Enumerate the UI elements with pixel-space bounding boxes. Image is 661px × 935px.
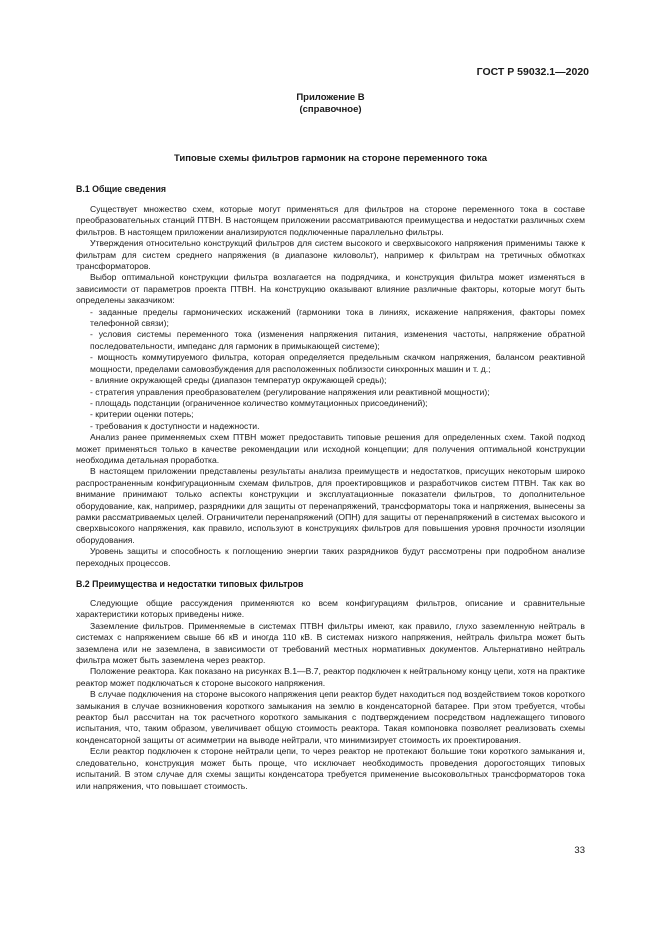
factor-item: - заданные пределы гармонических искажений (гармоники тока в линиях, искажение напряжения, факторы помех телефонной связи); (90, 306, 585, 329)
annex-kind: (справочное) (299, 104, 362, 115)
factor-item: - площадь подстанции (ограниченное количество коммутационных присоединений); (90, 397, 428, 408)
factor-item: - условия системы переменного тока (изменения напряжения питания, изменения частоты, напряжение обратной последовательности, импеданс для гармоник в примыкающей системе); (90, 329, 585, 351)
paragraph: Утверждения относительно конструкций фильтров для систем высокого и сверхвысокого напряжения применимы также к фильтрам для систем среднего напряжения (в диапазоне киловольт), например к фильтрам на третичных обмотках трансформаторов. (76, 238, 585, 272)
factor-item: - влияние окружающей среды (диапазон температур окружающей среды); (90, 375, 387, 386)
factor-item: - мощность коммутируемого фильтра, которая определяется предельным скачком напряжения, балансом реактивной мощности, пределами самовозбуждения для расположенных поблизости синхронных машин и т. д.; (90, 352, 585, 374)
paragraph: Существует множество схем, которые могут применяться для фильтров на стороне переменного тока в составе преобразовательных станций ПТВН. В настоящем приложении рассматриваются преимущества и недостатки различных схем фильтров. В настоящем приложении анализируются подключенные параллельно фильтры. (76, 204, 585, 237)
annex-title: Типовые схемы фильтров гармоник на стороне переменного тока (173, 153, 488, 164)
section-heading-b1: В.1 Общие сведения (76, 184, 166, 194)
paragraph: Уровень защиты и способность к поглощению энергии таких разрядников будут рассмотрены при подробном анализе переходных процессов. (76, 546, 585, 568)
paragraph: Заземление фильтров. Применяемые в системах ПТВН фильтры имеют, как правило, глухо заземленную нейтраль в системах с напряжением свыше 66 кВ и иногда 110 кВ. В системах низкого напряжения, нейтраль фильтра может быть заземлена или не заземлена, в зависимости от требований местных нормативных документов. Альтернативно нейтраль фильтра может быть заземлена через реактор. (76, 620, 585, 666)
factor-item: - критерии оценки потерь; (90, 409, 194, 420)
standard-number: ГОСТ Р 59032.1—2020 (476, 66, 589, 78)
factor-item: - требования к доступности и надежности. (90, 420, 260, 431)
paragraph: Положение реактора. Как показано на рисунках В.1—В.7, реактор подключен к нейтральному концу цепи, хотя на практике реактор может подключаться к стороне высокого напряжения. (76, 666, 585, 688)
factor-item: - стратегия управления преобразователем (регулирование напряжения или реактивной мощности); (90, 386, 490, 397)
paragraph: Выбор оптимальной конструкции фильтра возлагается на подрядчика, и конструкция фильтра может изменяться в зависимости от параметров проекта ПТВН. На конструкцию оказывают влияние различные факторы, которые могут быть определены заказчиком: (76, 272, 585, 306)
paragraph: Если реактор подключен к стороне нейтрали цепи, то через реактор не протекают большие токи короткого замыкания и, следовательно, конструкция может быть проще, что исключает необходимость проведения дорогостоящих типовых испытаний. В этом случае для схемы защиты конденсатора требуется применение высоковольтных трансформаторов тока или напряжения, что повышает стоимость. (76, 746, 585, 791)
paragraph: В случае подключения на стороне высокого напряжения цепи реактор будет находиться под воздействием токов короткого замыкания в случае возникновения короткого замыкания на землю в конденсаторной батарее. При этом требуется, чтобы реактор был рассчитан на ток расчетного короткого замыкания с подтверждением посредством надлежащего типового испытания, что, таким образом, увеличивает общую стоимость реактора. Такая компоновка позволяет реализовать схемы конденсаторной защиты от асимметрии на выводе нейтрали, что минимизирует стоимость их проектирования. (76, 689, 585, 745)
section-heading-b2: В.2 Преимущества и недостатки типовых фильтров (76, 579, 304, 589)
page-number: 33 (574, 845, 585, 856)
annex-header (0, 92, 661, 116)
paragraph: Следующие общие рассуждения применяются ко всем конфигурациям фильтров, описание и сравнительные характеристики которых приведены ниже. (76, 598, 585, 620)
document-body (76, 183, 585, 792)
paragraph: Анализ ранее применяемых схем ПТВН может предоставить типовые решения для определенных схем. Такой подход может применяться только в качестве рекомендации или исходной концепции; для получения оптимальной конструкции необходима детальная проработка. (76, 432, 585, 465)
annex-label: Приложение В (296, 92, 365, 103)
paragraph: В настоящем приложении представлены результаты анализа преимуществ и недостатков, присущих некоторым широко распространенным конфигурационным схемам фильтров, для проектировщиков и разработчиков систем ПТВН. Так как во внимание принимают только аспекты конструкции и эксплуатационные показатели фильтров, то дополнительное оборудование, как, например, разрядники для защиты от перенапряжений, трансформаторы тока и напряжения, вынесены за рамки рассматриваемых целей. Ограничители перенапряжений (ОПН) для защиты от перенапряжений в системах высокого и сверхвысокого напряжения, как правило, используют в конструкциях фильтров для повышения уровня прочности изоляции оборудования. (76, 466, 585, 545)
